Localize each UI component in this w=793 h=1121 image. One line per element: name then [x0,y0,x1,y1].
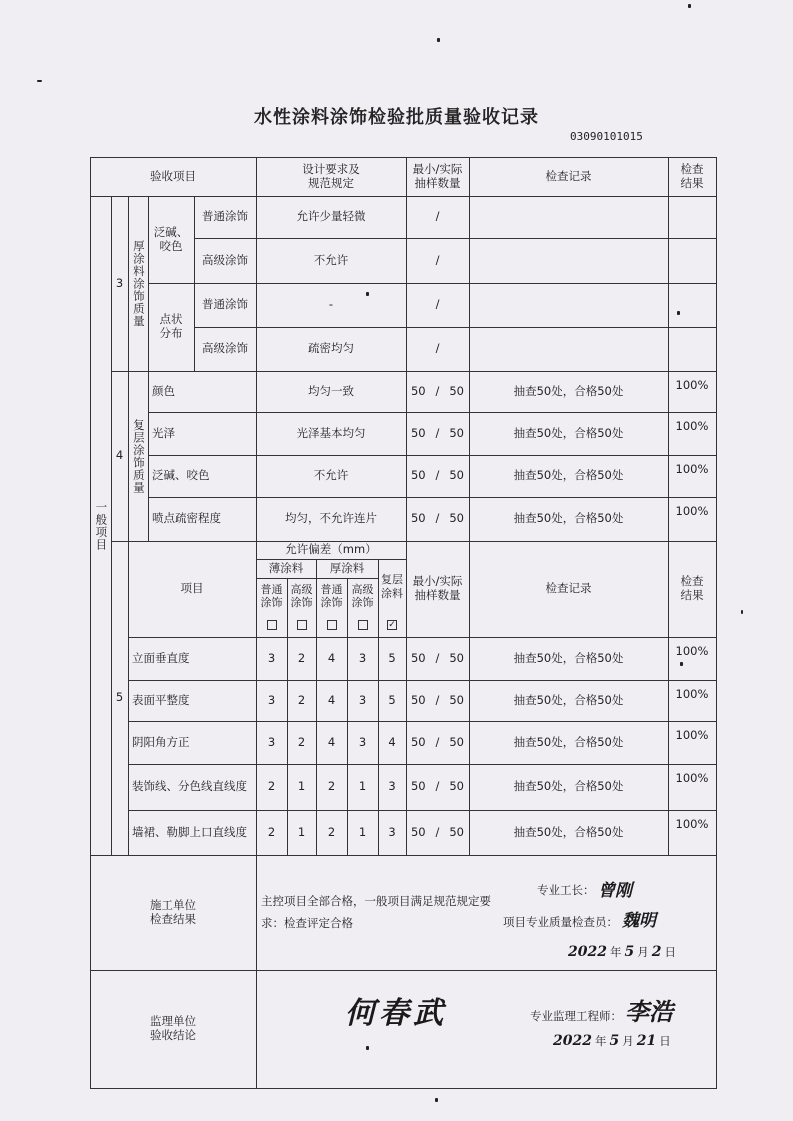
tolerance-value: 2 [267,779,276,794]
tolerance-value: 1 [358,779,367,794]
tolerance-value: 4 [327,650,336,665]
sample-min: 50 [410,650,426,665]
sec3-row4-design: 疏密均匀 [308,341,354,356]
sec4-row4-record: 抽查50处，合格50处 [513,511,624,526]
sec4-row3-sample [406,455,469,497]
checkbox-thick-premium[interactable] [347,614,378,636]
sec4-number: 4 [115,448,124,463]
sec3-row2-sample: / [435,252,440,267]
sec5-record-header: 检查记录 [545,581,592,596]
tolerance-value: 2 [267,824,276,839]
sec5-row4-sample [406,764,469,810]
scan-speck [677,311,680,315]
sec5-sub-header: 高级 涂饰 [351,582,374,609]
sample-min: 50 [410,511,426,526]
general-items-label: 一般项目 [94,500,109,551]
sec4-row4-item: 喷点疏密程度 [152,511,221,526]
tolerance-value: 2 [297,734,306,749]
scan-speck [437,38,440,42]
header-record: 检查记录 [545,168,592,183]
sample-actual: 50 [449,734,464,749]
table-border-right [716,157,717,1088]
sample-min: 50 [410,692,426,707]
date-year-unit: 年 [609,945,622,959]
supervision-label: 监理单位 验收结论 [150,1014,196,1042]
sec4-row3-item: 泛碱、咬色 [152,468,210,483]
tolerance-value: 3 [267,734,276,749]
sec5-thick-header: 厚涂料 [329,560,365,575]
sec5-row1-item: 立面垂直度 [132,650,190,665]
checkbox-thin-normal[interactable] [256,614,287,636]
sample-slash: / [435,824,440,839]
scan-speck [680,662,683,666]
tolerance-value: 3 [267,650,276,665]
date-month: 5 [609,1033,620,1049]
sec3-row1-sample: / [435,209,440,224]
sample-slash: / [435,692,440,707]
sec4-row1-design: 均匀一致 [308,383,354,398]
sec3-row2-design: 不允许 [313,252,349,267]
foreman-label: 专业工长： [537,883,595,897]
tolerance-value: 1 [358,824,367,839]
sec4-row3-record: 抽查50处，合格50处 [513,468,624,483]
tolerance-value: 5 [388,692,396,707]
date-day-unit: 日 [659,1034,671,1048]
construction-label: 施工单位 检查结果 [150,897,196,926]
sec5-sub-header: 普通 涂饰 [260,582,283,609]
sample-min: 50 [410,779,426,794]
sec5-row3-record: 抽查50处，合格50处 [513,734,624,749]
engineer-signature: 李浩 [625,997,673,1026]
tolerance-value: 4 [327,692,336,707]
date-day-unit: 日 [664,945,676,959]
scan-speck [366,292,369,296]
sec4-row1-record: 抽查50处，合格50处 [513,383,624,398]
sec5-multi-header: 复层 涂料 [381,573,403,600]
date-month: 5 [624,944,635,960]
sec3-row3-sample: / [435,297,440,312]
tolerance-value: 1 [297,824,306,839]
scan-speck [741,610,743,614]
scan-speck [37,80,42,82]
sec5-thin-header: 薄涂料 [268,560,304,575]
sec5-row2-sample [406,680,469,721]
sec5-row1-record: 抽查50处，合格50处 [513,650,624,665]
sample-min: 50 [410,425,426,440]
sec4-row1-result: 100% [675,378,709,392]
date-year: 2022 [553,1033,592,1049]
sec3-row3-design: - [328,297,334,312]
sec4-row4-result: 100% [675,504,709,518]
supervision-date [553,1033,671,1049]
sec3-row1-design: 允许少量轻微 [296,209,366,224]
inspector-label: 项目专业质量检查员： [503,915,618,929]
sec4-name: 复层涂饰质量 [131,418,146,494]
sec5-result-header: 检查 结果 [680,574,704,602]
sample-slash: / [435,425,440,440]
sample-slash: / [435,779,440,794]
sec5-row4-item: 装饰线、分色线直线度 [132,779,247,794]
sec5-row4-result: 100% [675,771,709,785]
sec5-row5-item: 墙裙、勒脚上口直线度 [132,824,247,839]
sec4-row2-result: 100% [675,419,709,433]
table-border-bottom [90,1088,717,1089]
sec5-number: 5 [115,690,124,705]
sample-actual: 50 [449,650,464,665]
page-title: 水性涂料涂饰检验批质量验收记录 [254,107,539,128]
sec4-row4-sample [406,497,469,541]
tolerance-value: 3 [388,779,396,794]
sec5-row3-result: 100% [675,728,709,742]
sec3-row1-type: 普通涂饰 [202,209,248,224]
sec4-row2-record: 抽查50处，合格50处 [513,425,624,440]
sec5-row1-result: 100% [675,644,709,658]
sample-slash: / [435,383,440,398]
sample-min: 50 [410,383,426,398]
sec4-row3-result: 100% [675,462,709,476]
sample-min: 50 [410,824,426,839]
sec4-row2-item: 光泽 [152,425,175,440]
sec3-name: 厚涂料涂饰质量 [131,239,146,328]
sec3-row3-type: 普通涂饰 [202,297,248,312]
sec5-sub-header: 高级 涂饰 [290,582,313,609]
sample-slash: / [435,650,440,665]
foreman-signature: 曾刚 [598,881,632,901]
sec3-sub-a: 泛碱、咬色 [153,224,189,253]
document-number: 03090101015 [570,130,643,143]
header-item: 验收项目 [150,168,196,183]
sample-slash: / [435,734,440,749]
sec5-tolerance-header: 允许偏差（mm） [285,542,377,557]
sample-actual: 50 [449,425,464,440]
header-result: 检查 结果 [680,161,704,190]
tolerance-value: 2 [327,779,336,794]
sec4-row1-item: 颜色 [152,383,175,398]
date-month-unit: 月 [637,945,649,959]
sec5-row4-record: 抽查50处，合格50处 [513,779,624,794]
construction-date [568,944,676,960]
checkbox-thin-premium[interactable] [287,614,316,636]
tolerance-value: 3 [358,650,367,665]
sec3-row4-sample: / [435,341,440,356]
sec3-sub-b: 点状分布 [159,312,183,340]
sec5-row1-sample [406,637,469,680]
sample-slash: / [435,468,440,483]
grid-line [256,855,257,1088]
tolerance-value: 3 [358,734,367,749]
sec3-row4-type: 高级涂饰 [202,341,248,356]
tolerance-value: 3 [388,824,396,839]
tolerance-value: 1 [297,779,306,794]
header-design: 设计要求及 规范规定 [302,161,360,190]
sec4-row4-design: 均匀，不允许连片 [285,511,377,526]
sec4-row3-design: 不允许 [313,468,349,483]
tolerance-value: 2 [327,824,336,839]
sample-actual: 50 [449,824,464,839]
sample-actual: 50 [449,468,464,483]
sec5-sample-header: 最小/实际 抽样数量 [412,574,463,602]
tolerance-value: 2 [297,692,306,707]
tolerance-value: 4 [388,734,396,749]
date-month-unit: 月 [622,1034,634,1048]
sec5-row2-item: 表面平整度 [132,692,190,707]
date-year-unit: 年 [594,1034,607,1048]
sec5-row5-record: 抽查50处，合格50处 [513,824,624,839]
sec3-number: 3 [115,275,124,290]
date-day: 2 [651,944,662,960]
sec4-row1-sample [406,371,469,412]
tolerance-value: 3 [358,692,367,707]
tolerance-value: 3 [267,692,276,707]
scan-speck [435,1098,438,1102]
sec5-row2-result: 100% [675,687,709,701]
sample-actual: 50 [449,383,464,398]
sec4-row2-design: 光泽基本均匀 [296,425,366,440]
sec5-row5-sample [406,810,469,855]
sec5-row5-result: 100% [675,817,709,831]
supervisor-signature: 何春武 [345,996,447,1031]
date-day: 21 [636,1033,657,1049]
scan-speck [366,1046,369,1050]
sec5-row3-sample [406,721,469,764]
sample-actual: 50 [449,692,464,707]
inspector-signature: 魏明 [622,911,656,931]
scan-speck [688,4,691,8]
checkbox-thick-normal[interactable] [316,614,347,636]
sec5-item-header: 项目 [180,581,204,596]
tolerance-value: 2 [297,650,306,665]
date-year: 2022 [568,944,607,960]
construction-conclusion: 主控项目全部合格，一般项目满足规范规定要求：检查评定合格 [261,894,491,930]
engineer-label: 专业监理工程师： [530,1009,622,1023]
sec3-row2-type: 高级涂饰 [202,252,248,267]
sample-slash: / [435,511,440,526]
sec5-sub-header: 普通 涂饰 [320,582,343,609]
tolerance-value: 4 [327,734,336,749]
sample-min: 50 [410,468,426,483]
header-sample: 最小/实际 抽样数量 [412,161,463,190]
sample-actual: 50 [449,779,464,794]
sample-actual: 50 [449,511,464,526]
sample-min: 50 [410,734,426,749]
sec5-row2-record: 抽查50处，合格50处 [513,692,624,707]
tolerance-value: 5 [388,650,396,665]
sec5-row3-item: 阴阳角方正 [132,734,190,749]
sec4-row2-sample [406,412,469,455]
checkbox-multi-checked[interactable]: ✓ [388,620,396,630]
